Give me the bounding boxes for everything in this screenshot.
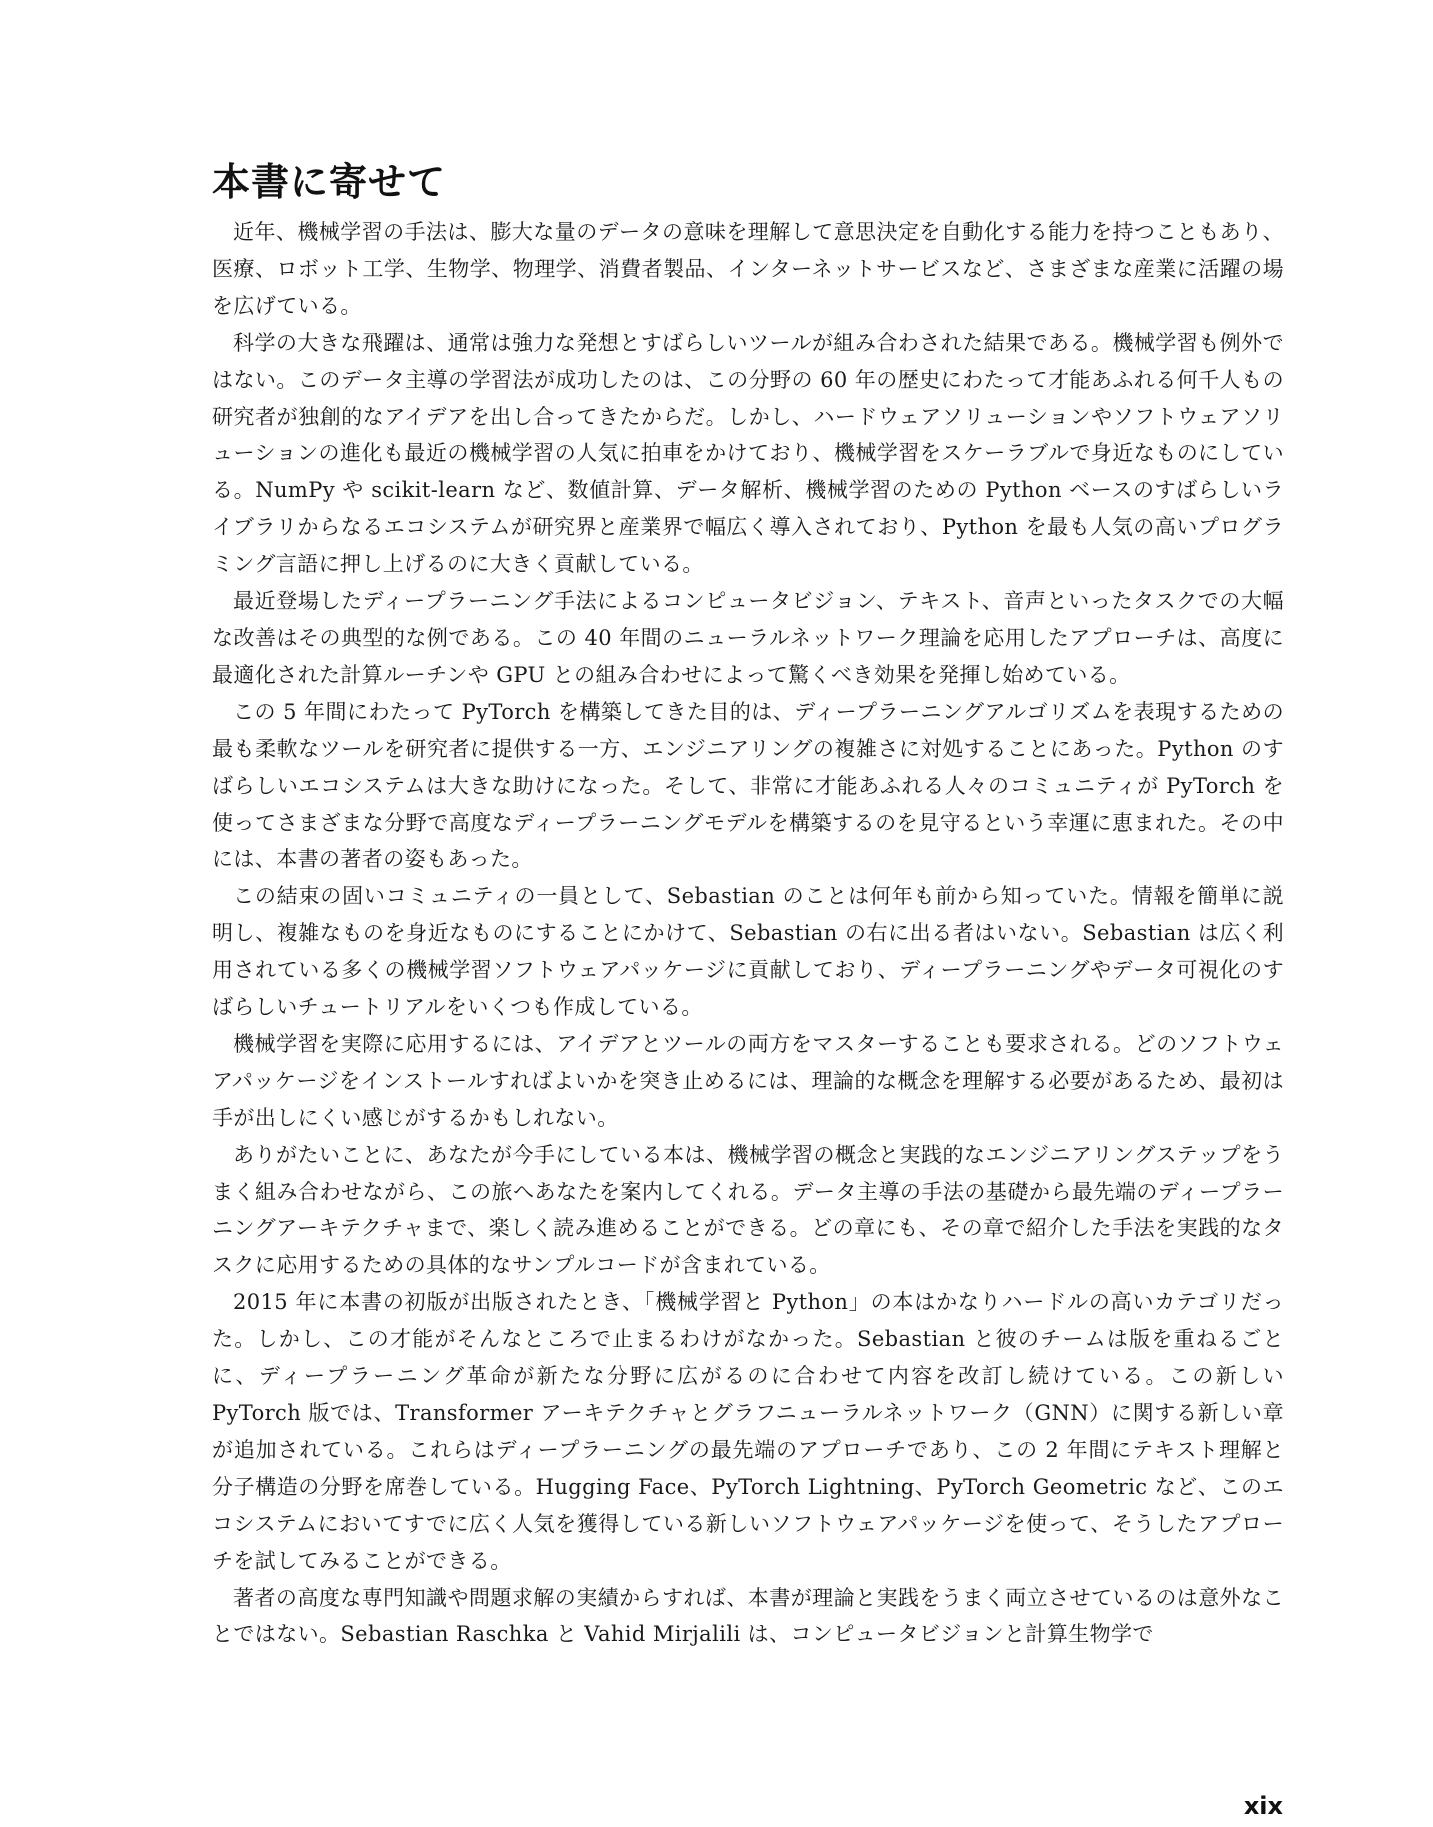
paragraph: ありがたいことに、あなたが今手にしている本は、機械学習の概念と実践的なエンジニアリングステップをうまく組み合わせながら、この旅へあなたを案内してくれる。データ主導の手法の基礎から最先端のディープラーニングアーキテクチャまで、楽しく読み進めることができる。どの章にも、その章で紹介した手法を実践的なタスクに応用するための具体的なサンプルコードが含まれている。	[212, 1142, 1284, 1278]
paragraph: この 5 年間にわたって PyTorch を構築してきた目的は、ディープラーニングアルゴリズムを表現するための最も柔軟なツールを研究者に提供する一方、エンジニアリングの複雑さに対処することにあった。Python のすばらしいエコシステムは大きな助けになった。そして、非常に才能あふれる人々のコミュニティが PyTorch を使ってさまざまな分野で高度なディープラーニングモデルを構築するのを見守るという幸運に恵まれた。その中には、本書の著者の姿もあった。	[212, 699, 1284, 872]
paragraph: 2015 年に本書の初版が出版されたとき、「機械学習と Python」の本はかなりハードルの高いカテゴリだった。しかし、この才能がそんなところで止まるわけがなかった。Sebastian と彼のチームは版を重ねるごとに、ディープラーニング革命が新たな分野に広がるのに合わせて内容を改訂し続けている。この新しい PyTorch 版では、Transformer アーキテクチャとグラフニューラルネットワーク（GNN）に関する新しい章が追加されている。これらはディープラーニングの最先端のアプローチであり、この 2 年間にテキスト理解と分子構造の分野を席巻している。Hugging Face、PyTorch Lightning、PyTorch Geometric など、このエコシステムにおいてすでに広く人気を獲得している新しいソフトウェアパッケージを使って、そうしたアプローチを試してみることができる。	[212, 1290, 1284, 1573]
page-number: xix	[1243, 1792, 1283, 1820]
foreword-body	[212, 214, 1284, 1653]
paragraph: 科学の大きな飛躍は、通常は強力な発想とすばらしいツールが組み合わされた結果である。機械学習も例外ではない。このデータ主導の学習法が成功したのは、この分野の 60 年の歴史にわたって才能あふれる何千人もの研究者が独創的なアイデアを出し合ってきたからだ。しかし、ハードウェアソリューションやソフトウェアソリューションの進化も最近の機械学習の人気に拍車をかけており、機械学習をスケーラブルで身近なものにしている。NumPy や scikit-learn など、数値計算、データ解析、機械学習のための Python ベースのすばらしいライブラリからなるエコシステムが研究界と産業界で幅広く導入されており、Python を最も人気の高いプログラミング言語に押し上げるのに大きく貢献している。	[212, 330, 1284, 577]
paragraph: この結束の固いコミュニティの一員として、Sebastian のことは何年も前から知っていた。情報を簡単に説明し、複雑なものを身近なものにすることにかけて、Sebastian の右に出る者はいない。Sebastian は広く利用されている多くの機械学習ソフトウェアパッケージに貢献しており、ディープラーニングやデータ可視化のすばらしいチュートリアルをいくつも作成している。	[212, 884, 1284, 1020]
section-heading: 本書に寄せて	[212, 160, 447, 204]
paragraph: 著者の高度な専門知識や問題求解の実績からすれば、本書が理論と実践をうまく両立させているのは意外なことではない。Sebastian Raschka と Vahid Mirjalili は、コンピュータビジョンと計算生物学で	[212, 1585, 1284, 1647]
paragraph: 最近登場したディープラーニング手法によるコンピュータビジョン、テキスト、音声といったタスクでの大幅な改善はその典型的な例である。この 40 年間のニューラルネットワーク理論を応用したアプローチは、高度に最適化された計算ルーチンや GPU との組み合わせによって驚くべき効果を発揮し始めている。	[212, 589, 1284, 687]
paragraph: 近年、機械学習の手法は、膨大な量のデータの意味を理解して意思決定を自動化する能力を持つこともあり、医療、ロボット工学、生物学、物理学、消費者製品、インターネットサービスなど、さまざまな産業に活躍の場を広げている。	[212, 220, 1284, 318]
paragraph: 機械学習を実際に応用するには、アイデアとツールの両方をマスターすることも要求される。どのソフトウェアパッケージをインストールすればよいかを突き止めるには、理論的な概念を理解する必要があるため、最初は手が出しにくい感じがするかもしれない。	[212, 1031, 1284, 1130]
